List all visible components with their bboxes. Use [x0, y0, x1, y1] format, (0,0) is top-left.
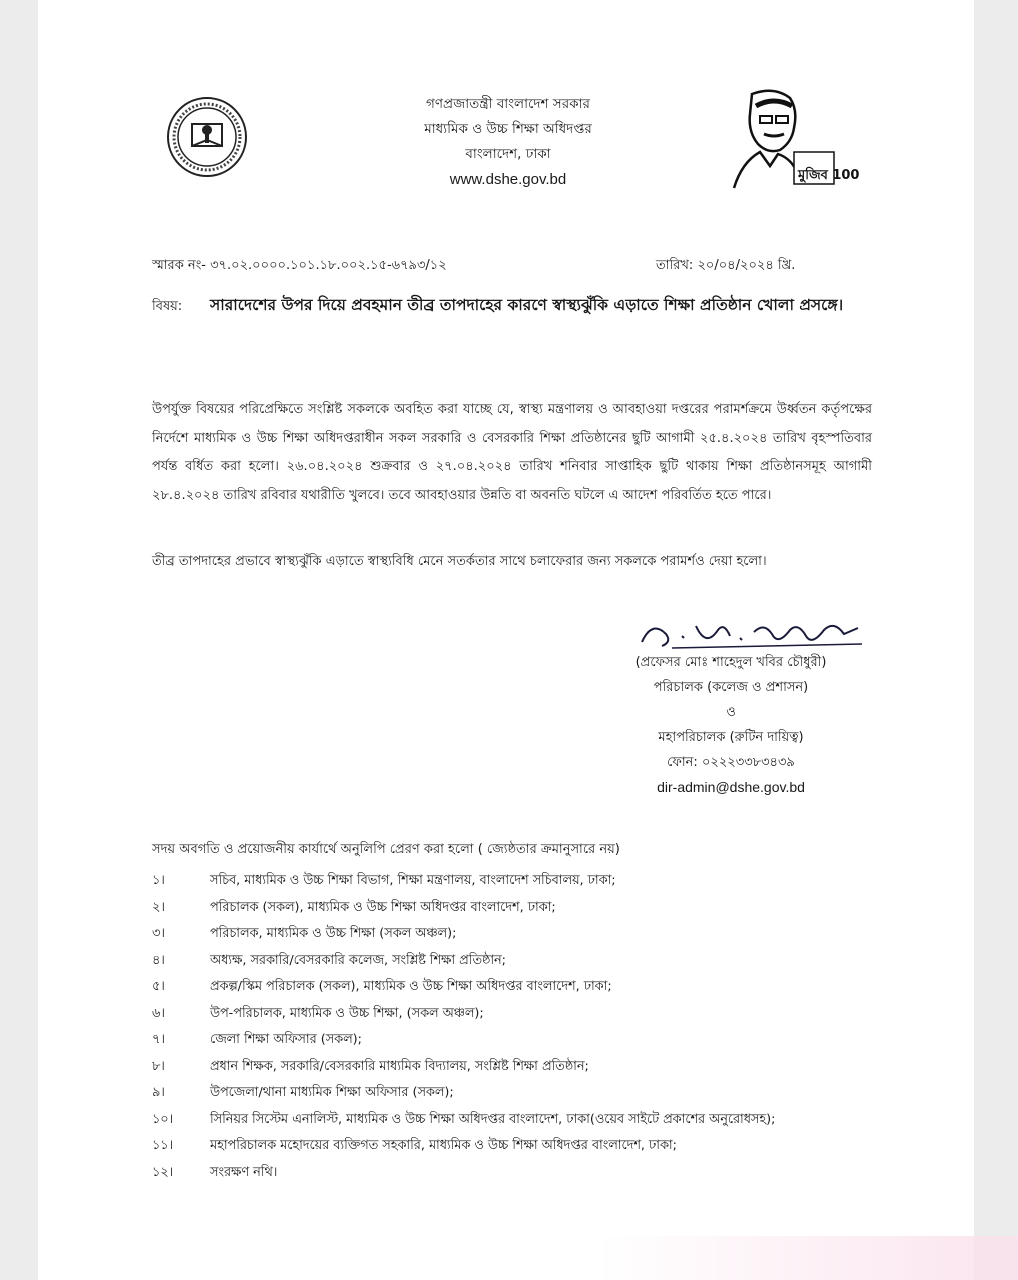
directorate-name: মাধ্যমিক ও উচ্চ শিক্ষা অধিদপ্তর: [424, 121, 592, 137]
signatory-title-2: মহাপরিচালক (রুটিন দায়িত্ব): [658, 730, 804, 745]
list-item-text: উপ-পরিচালক, মাধ্যমিক ও উচ্চ শিক্ষা, (সকল অঞ্চল);: [210, 1005, 484, 1021]
list-item: [152, 1054, 892, 1081]
dshe-seal-logo: [166, 96, 248, 178]
list-item: [152, 868, 892, 895]
list-item-text: সচিব, মাধ্যমিক ও উচ্চ শিক্ষা বিভাগ, শিক্ষা মন্ত্রণালয়, বাংলাদেশ সচিবালয়, ঢাকা;: [210, 873, 616, 888]
list-item-text: সংরক্ষণ নথি।: [210, 1164, 278, 1180]
signature-block: [586, 626, 876, 800]
list-item-number: ৯।: [152, 1085, 165, 1100]
handwritten-signature: [622, 612, 882, 656]
location: বাংলাদেশ, ঢাকা: [465, 146, 551, 162]
list-item-text: পরিচালক (সকল), মাধ্যমিক ও উচ্চ শিক্ষা অধিদপ্তর বাংলাদেশ, ঢাকা;: [210, 899, 556, 915]
govt-name: গণপ্রজাতন্ত্রী বাংলাদেশ সরকার: [426, 96, 590, 112]
list-item-text: প্রধান শিক্ষক, সরকারি/বেসরকারি মাধ্যমিক বিদ্যালয়, সংশ্লিষ্ট শিক্ষা প্রতিষ্ঠান;: [210, 1058, 589, 1074]
website-url: www.dshe.gov.bd: [449, 171, 567, 188]
signatory-title-1: পরিচালক (কলেজ ও প্রশাসন): [653, 680, 809, 695]
list-item: [152, 1160, 892, 1187]
signatory-name: (প্রফেসর মোঃ শাহেদুল খবির চৌধুরী): [635, 655, 827, 670]
list-item-text: সিনিয়র সিস্টেম এনালিস্ট, মাধ্যমিক ও উচ্চ শিক্ষা অধিদপ্তর বাংলাদেশ, ঢাকা(ওয়েব সাইটে প্রকাশের অনুরোধসহ);: [210, 1111, 776, 1127]
subject-line: [152, 290, 872, 322]
list-item: [152, 974, 892, 1001]
list-item: [152, 1107, 892, 1134]
document-page: [38, 0, 974, 1280]
body-paragraph-2: তীব্র তাপদাহের প্রভাবে স্বাস্থ্যঝুঁকি এড়াতে স্বাস্থ্যবিধি মেনে সতর্কতার সাথে চলাফেরার জন্য সকলকে পরামর্শও দেয়া হলো।: [152, 554, 767, 569]
pink-edge-artifact: [598, 1236, 1018, 1280]
list-item-number: ১০।: [152, 1111, 174, 1127]
mujib-100-logo: [694, 84, 860, 194]
list-item-text: উপজেলা/থানা মাধ্যমিক শিক্ষা অফিসার (সকল);: [210, 1085, 454, 1100]
list-item-number: ৭।: [152, 1032, 165, 1047]
subject-label: বিষয়:: [152, 299, 183, 314]
distribution-list: [152, 868, 892, 1186]
subject-text: সারাদেশের উপর দিয়ে প্রবহমান তীব্র তাপদাহের কারণে স্বাস্থ্যঝুঁকি এড়াতে শিক্ষা প্রতিষ্ঠান খোলা প্রসঙ্গে।: [210, 296, 844, 314]
list-item-text: অধ্যক্ষ, সরকারি/বেসরকারি কলেজ, সংশ্লিষ্ট শিক্ষা প্রতিষ্ঠান;: [210, 952, 506, 968]
list-item-number: ৩।: [152, 926, 165, 941]
list-item-text: পরিচালক, মাধ্যমিক ও উচ্চ শিক্ষা (সকল অঞ্চল);: [210, 926, 457, 941]
list-item-number: ৫।: [152, 979, 165, 994]
list-item-text: জেলা শিক্ষা অফিসার (সকল);: [210, 1032, 362, 1047]
letterhead-text: [288, 92, 728, 192]
list-item: [152, 1133, 892, 1160]
mujib-logo-text: মুজিব 100: [798, 168, 860, 183]
list-item: [152, 921, 892, 948]
list-item-text: মহাপরিচালক মহোদয়ের ব্যক্তিগত সহকারি, মাধ্যমিক ও উচ্চ শিক্ষা অধিদপ্তর বাংলাদেশ, ঢাকা;: [210, 1138, 677, 1153]
list-item-number: ২।: [152, 899, 165, 915]
list-item: [152, 948, 892, 975]
letterhead: [38, 80, 974, 200]
list-item: [152, 1001, 892, 1028]
memo-date: তারিখ: ২০/০৪/২০২৪ খ্রি.: [656, 258, 796, 273]
list-item: [152, 1080, 892, 1107]
distribution-heading: সদয় অবগতি ও প্রয়োজনীয় কার্যার্থে অনুলিপি প্রেরণ করা হলো ( জ্যেষ্ঠতার ক্রমানুসারে নয়): [152, 842, 620, 857]
signatory-email: dir-admin@dshe.gov.bd: [657, 779, 805, 795]
list-item-number: ১১।: [152, 1138, 174, 1153]
list-item-number: ৬।: [152, 1005, 165, 1021]
list-item-number: ১।: [152, 873, 165, 888]
signatory-conjunction: ও: [726, 705, 736, 720]
body-paragraph-1: উপর্যুক্ত বিষয়ের পরিপ্রেক্ষিতে সংশ্লিষ্ট সকলকে অবহিত করা যাচ্ছে যে, স্বাস্থ্য মন্ত্রণালয় ও আবহাওয়া দপ্তরের পরামর্শক্রমে উর্ধ্বতন কর্তৃপক্ষের নির্দেশে মাধ্যমিক ও উচ্চ শিক্ষা অধিদপ্তরাধীন সকল সরকারি ও বেসরকারি শিক্ষা প্রতিষ্ঠানের ছুটি আগামী ২৫.৪.২০২৪ তারিখ বৃহস্পতিবার পর্যন্ত বর্ধিত করা হলো। ২৬.০৪.২০২৪ শুক্রবার ও ২৭.০৪.২০২৪ তারিখ শনিবার সাপ্তাহিক ছুটি থাকায় শিক্ষা প্রতিষ্ঠানসমূহ আগামী ২৮.৪.২০২৪ তারিখ রবিবার যথারীতি খুলবে। তবে আবহাওয়ার উন্নতি বা অবনতি ঘটলে এ আদেশ পরিবর্তিত হতে পারে।: [152, 402, 872, 503]
list-item: [152, 1027, 892, 1054]
memo-reference: স্মারক নং- ৩৭.০২.০০০০.১০১.১৮.০০২.১৫-৬৭৯৩/১২: [152, 258, 447, 273]
signatory-phone: ফোন: ০২২২৩৩৮৩৪৩৯: [667, 755, 795, 770]
list-item: [152, 895, 892, 922]
list-item-text: প্রকল্প/স্কিম পরিচালক (সকল), মাধ্যমিক ও উচ্চ শিক্ষা অধিদপ্তর বাংলাদেশ, ঢাকা;: [210, 979, 612, 994]
list-item-number: ৪।: [152, 952, 165, 968]
list-item-number: ৮।: [152, 1058, 165, 1074]
list-item-number: ১২।: [152, 1164, 174, 1180]
